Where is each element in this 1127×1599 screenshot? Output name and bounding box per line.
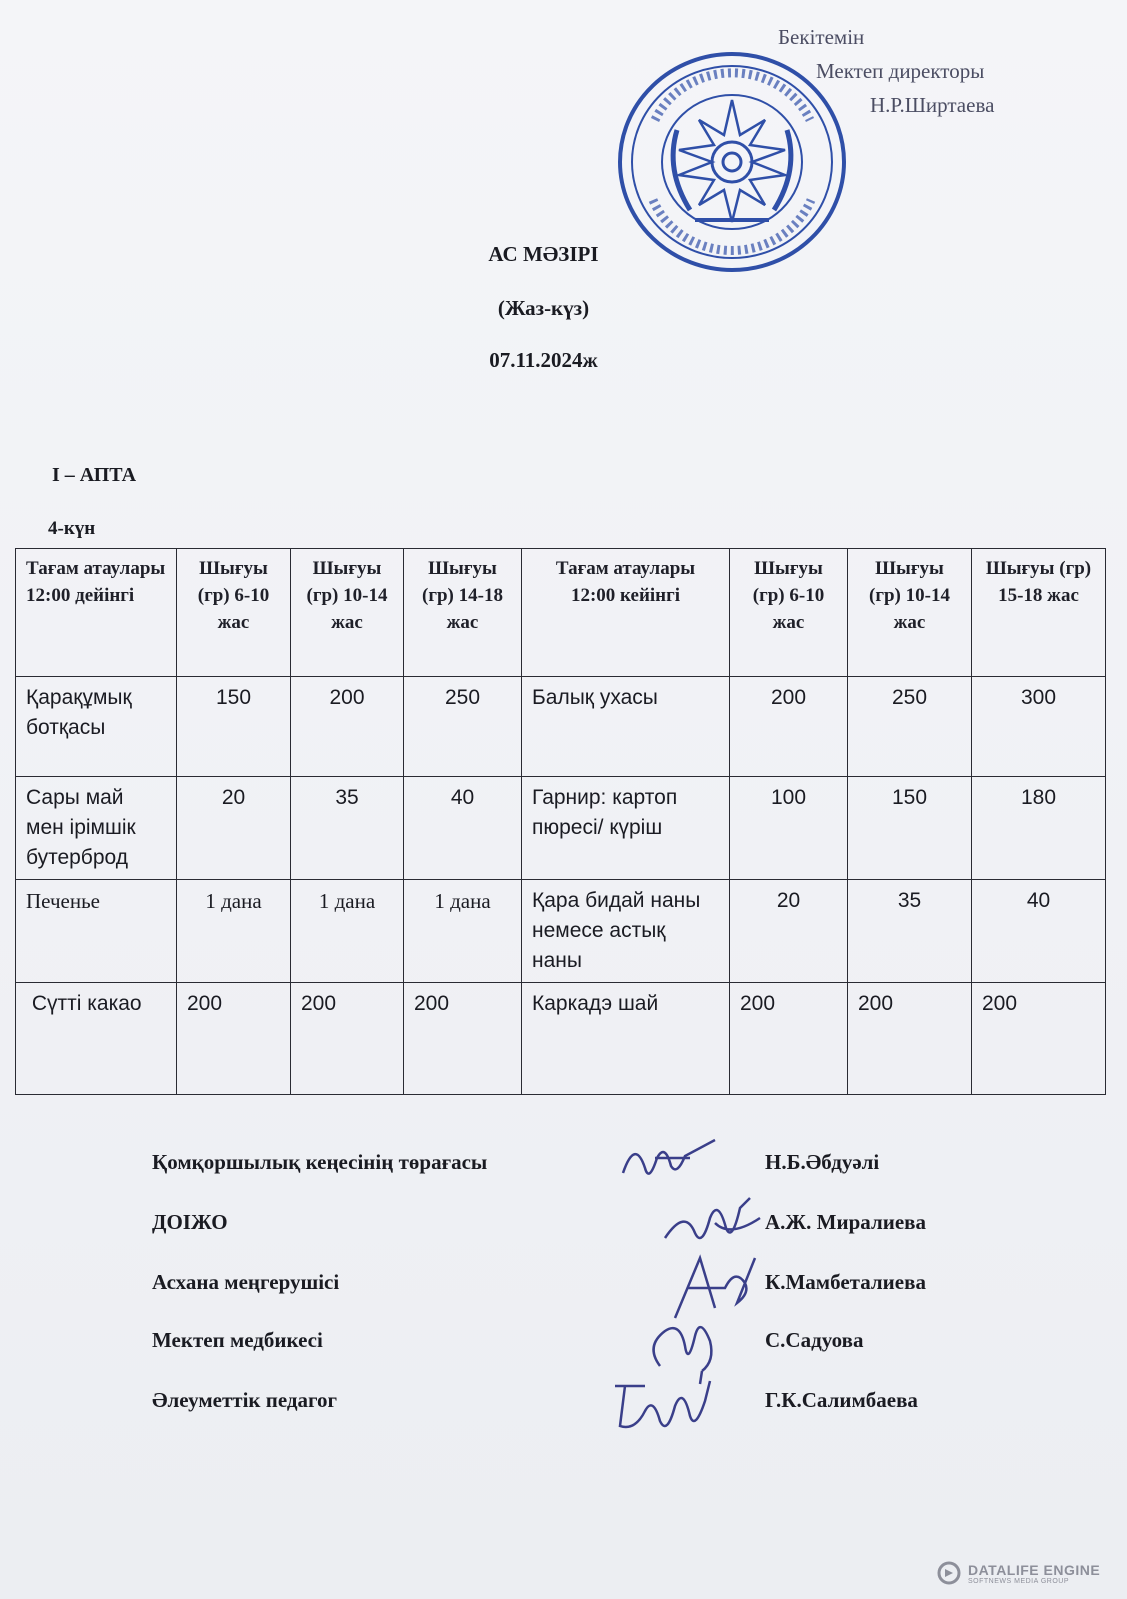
- signature-row: [0, 1270, 1127, 1310]
- header-cell: Тағам атаулары 12:00 кейінгі: [522, 549, 730, 677]
- table-cell: 200: [404, 983, 522, 1095]
- table-cell: Қарақұмық ботқасы: [16, 677, 177, 777]
- datalife-logo-icon: [936, 1560, 962, 1586]
- table-cell: 100: [730, 777, 848, 880]
- table-cell: 1 дана: [177, 880, 291, 983]
- signature-role: ДОІЖО: [152, 1210, 228, 1234]
- header-cell: Тағам атаулары 12:00 дейінгі: [16, 549, 177, 677]
- signature-name: С.Садуова: [765, 1328, 864, 1352]
- header-cell: Шығуы (гр) 6-10 жас: [177, 549, 291, 677]
- table-cell: Гарнир: картоп пюресі/ күріш: [522, 777, 730, 880]
- signature-role: Мектеп медбикесі: [152, 1328, 323, 1352]
- table-cell: 35: [848, 880, 972, 983]
- menu-date: 07.11.2024ж: [489, 348, 598, 372]
- day-label: 4-күн: [48, 518, 96, 539]
- approval-line-3: Н.Р.Ширтаева: [870, 93, 995, 117]
- header-cell: Шығуы (гр) 10-14 жас: [848, 549, 972, 677]
- table-cell: 180: [972, 777, 1106, 880]
- table-cell: Каркадэ шай: [522, 983, 730, 1095]
- table-cell: 200: [291, 677, 404, 777]
- signature-name: Г.К.Салимбаева: [765, 1388, 918, 1412]
- handwritten-signature: [605, 1366, 725, 1446]
- table-cell: Сары май мен ірімшік бутерброд: [16, 777, 177, 880]
- signature-role: Қомқоршылық кеңесінің төрағасы: [152, 1150, 488, 1174]
- table-cell: Сүтті какао: [16, 983, 177, 1095]
- table-cell: 150: [177, 677, 291, 777]
- header-cell: Шығуы (гр) 6-10 жас: [730, 549, 848, 677]
- signature-name: А.Ж. Миралиева: [765, 1210, 927, 1234]
- signature-row: [0, 1388, 1127, 1428]
- table-row: [16, 880, 1106, 983]
- table-cell: 20: [177, 777, 291, 880]
- table-cell: 250: [404, 677, 522, 777]
- table-header-row: [16, 549, 1106, 677]
- table-cell: 200: [291, 983, 404, 1095]
- signature-row: [0, 1150, 1127, 1190]
- week-label: І – АПТА: [52, 464, 137, 486]
- signature-name: Н.Б.Әбдуәлі: [765, 1150, 880, 1174]
- table-cell: 200: [848, 983, 972, 1095]
- table-cell: 150: [848, 777, 972, 880]
- table-cell: Қара бидай наны немесе астық наны: [522, 880, 730, 983]
- table-row: [16, 777, 1106, 880]
- table-cell: 200: [730, 983, 848, 1095]
- header-cell: Шығуы (гр) 15-18 жас: [972, 549, 1106, 677]
- table-cell: 20: [730, 880, 848, 983]
- signature-row: [0, 1210, 1127, 1250]
- approval-line-1: Бекітемін: [778, 25, 865, 49]
- watermark: [936, 1560, 1100, 1586]
- table-cell: Печенье: [16, 880, 177, 983]
- signature-name: К.Мамбеталиева: [765, 1270, 926, 1294]
- table-cell: 35: [291, 777, 404, 880]
- table-row: [16, 983, 1106, 1095]
- table-cell: 40: [404, 777, 522, 880]
- watermark-subtitle: SOFTNEWS MEDIA GROUP: [968, 1577, 1070, 1585]
- page-title: АС МӘЗІРІ: [488, 242, 599, 266]
- signature-row: [0, 1328, 1127, 1368]
- signature-role: Асхана меңгерушісі: [152, 1270, 340, 1294]
- table-cell: 1 дана: [404, 880, 522, 983]
- table-cell: Балық ухасы: [522, 677, 730, 777]
- approval-line-2: Мектеп директоры: [816, 59, 985, 83]
- table-cell: 200: [972, 983, 1106, 1095]
- table-cell: 40: [972, 880, 1106, 983]
- signature-role: Әлеуметтік педагог: [152, 1388, 338, 1412]
- season-subtitle: (Жаз-күз): [497, 296, 590, 320]
- header-cell: Шығуы (гр) 10-14 жас: [291, 549, 404, 677]
- table-cell: 200: [730, 677, 848, 777]
- table-cell: 250: [848, 677, 972, 777]
- watermark-title: DATALIFE ENGINE: [968, 1561, 1101, 1578]
- header-cell: Шығуы (гр) 14-18 жас: [404, 549, 522, 677]
- table-cell: 1 дана: [291, 880, 404, 983]
- table-row: [16, 677, 1106, 777]
- menu-table: [15, 548, 1106, 1095]
- table-cell: 300: [972, 677, 1106, 777]
- table-cell: 200: [177, 983, 291, 1095]
